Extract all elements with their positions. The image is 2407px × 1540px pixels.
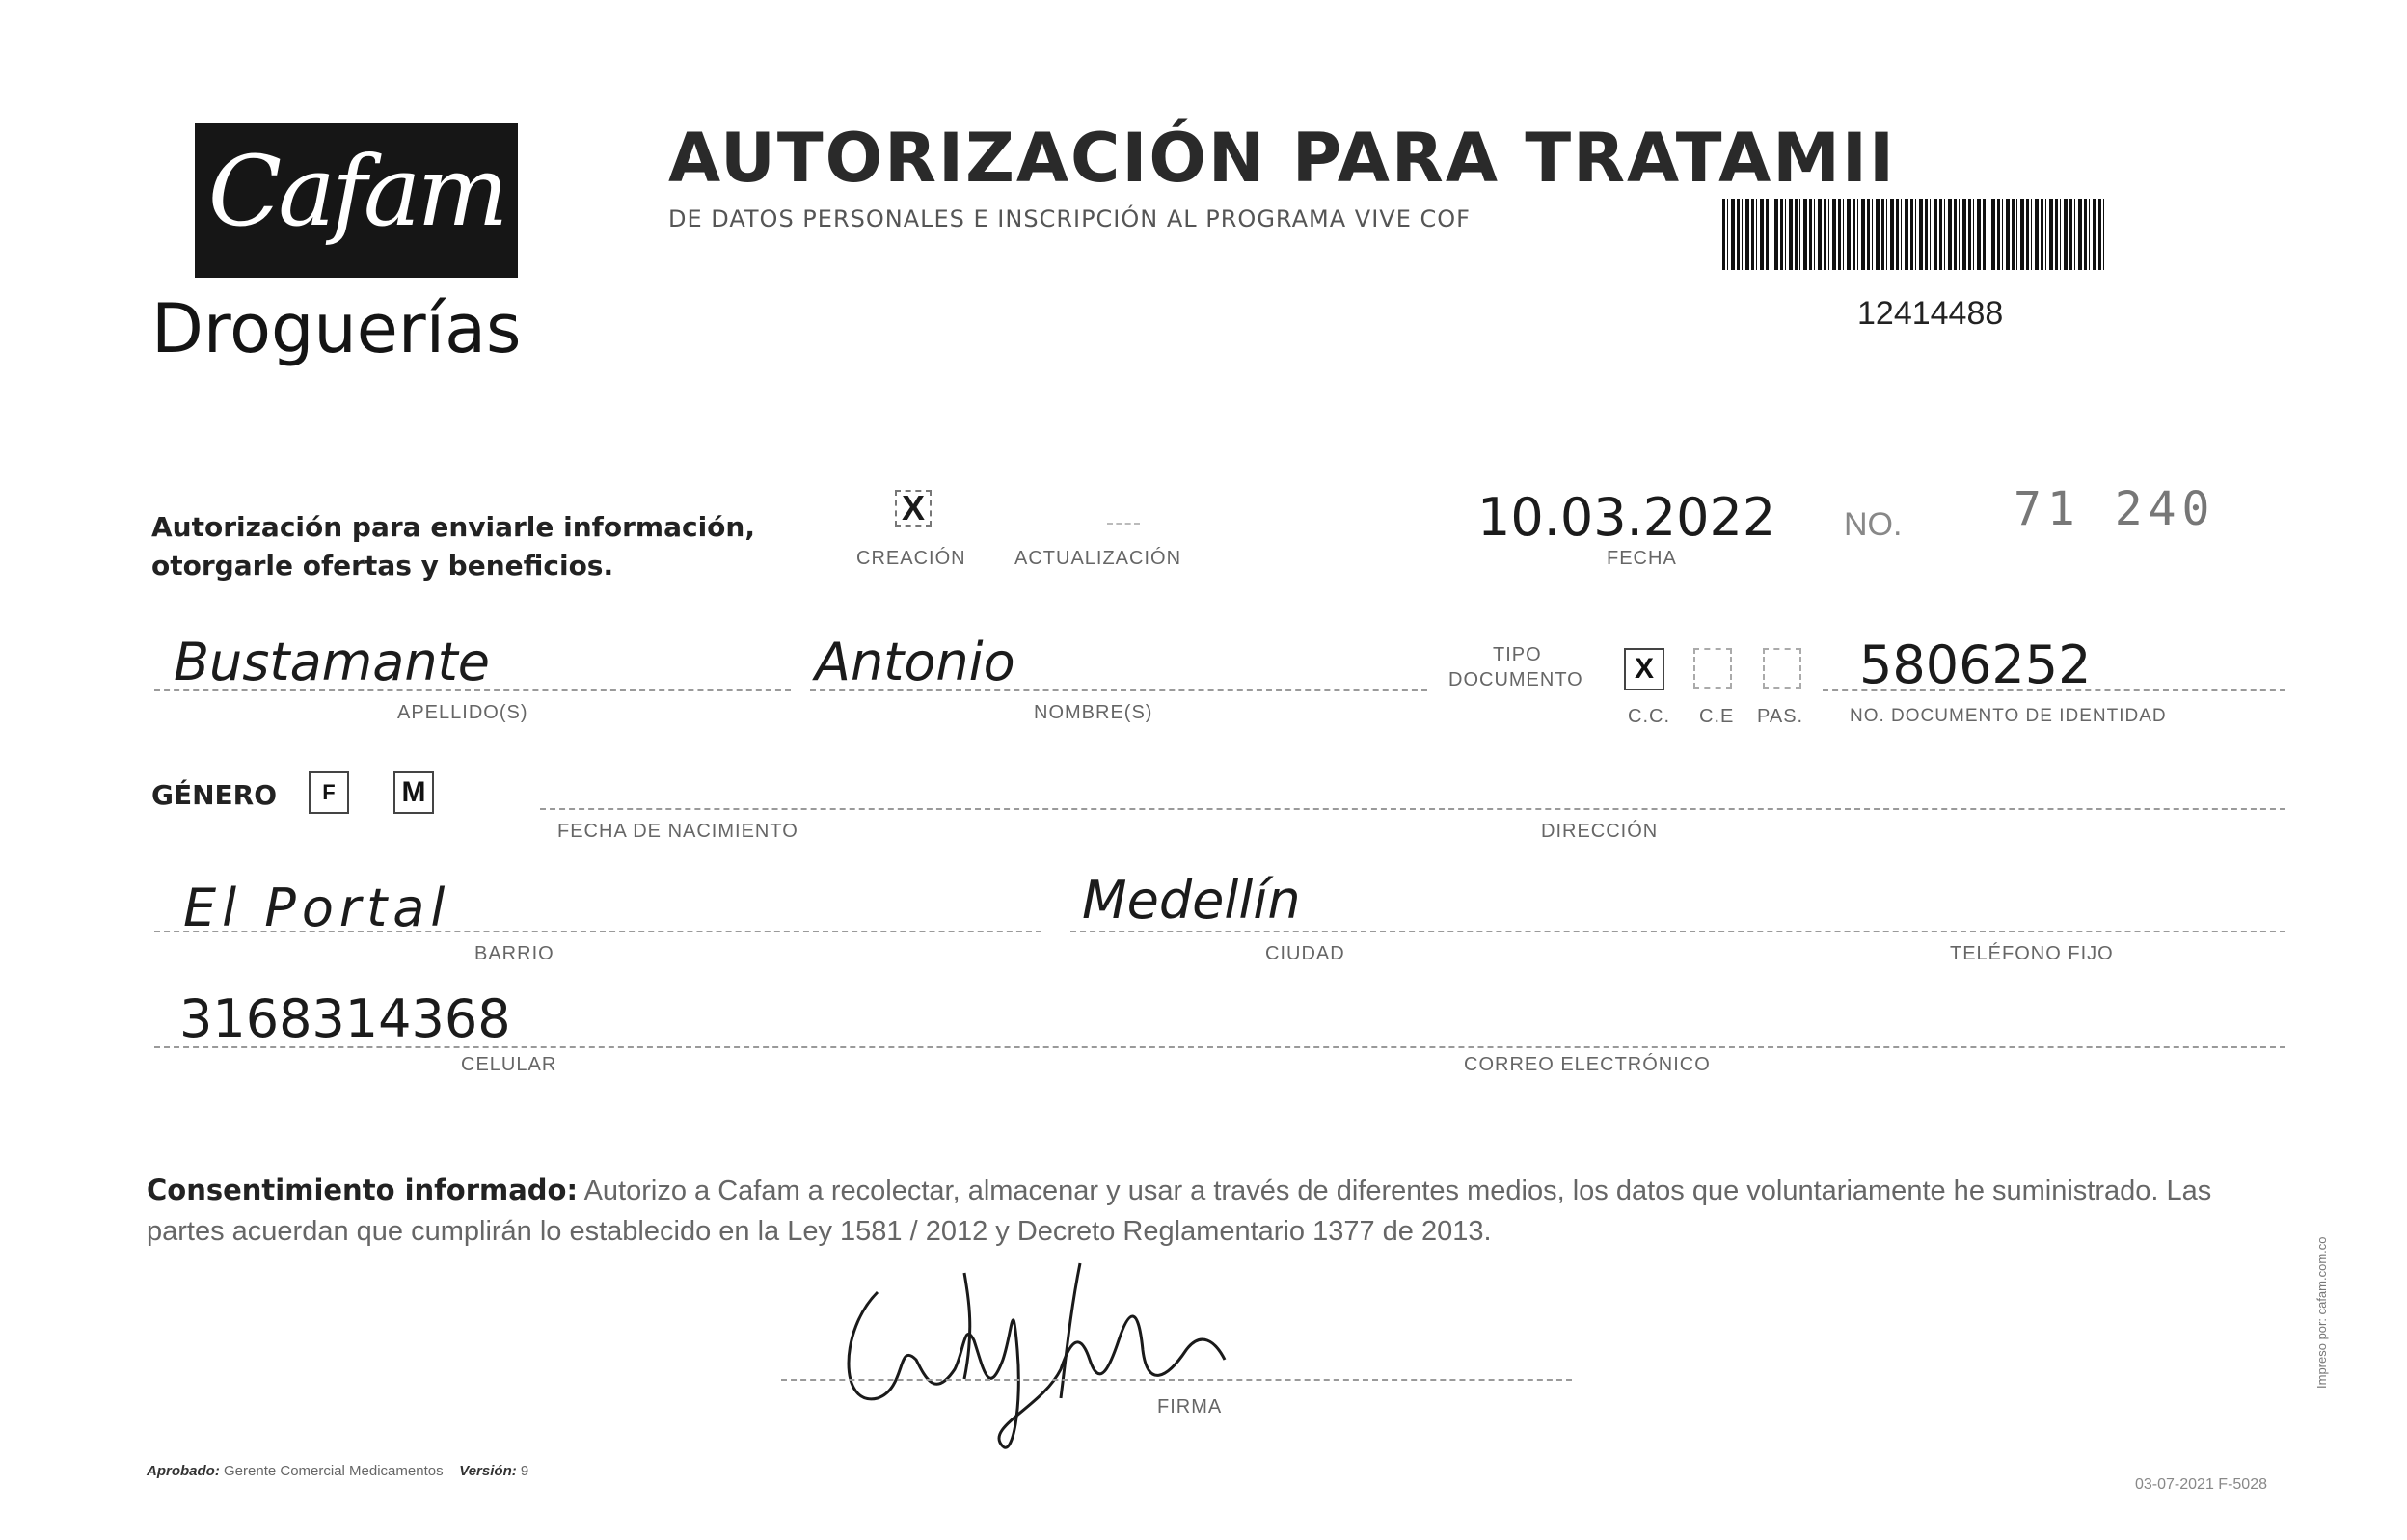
surname-label: APELLIDO(S): [397, 702, 528, 723]
barrio-label: BARRIO: [474, 943, 554, 964]
footer-approval: [147, 1463, 528, 1479]
name-line: [810, 689, 1427, 691]
approved-label: Aprobado:: [147, 1463, 220, 1479]
side-print-note: Impreso por: cafam.com.co: [2314, 1236, 2329, 1389]
consent-paragraph: [147, 1170, 2278, 1252]
doc-cc-label: C.C.: [1628, 706, 1670, 727]
version-label: Versión:: [459, 1463, 517, 1479]
footer-code: 03-07-2021 F-5028: [2135, 1476, 2267, 1493]
intro-text-line2: otorgarle ofertas y beneficios.: [151, 550, 614, 581]
doc-ce-label: C.E: [1699, 706, 1735, 727]
creation-label: CREACIÓN: [856, 548, 966, 569]
update-checkbox[interactable]: [1107, 490, 1140, 525]
gender-f-checkbox[interactable]: F: [309, 771, 349, 814]
doc-pas-checkbox[interactable]: [1763, 648, 1801, 689]
signature-label: FIRMA: [1157, 1396, 1223, 1418]
update-label: ACTUALIZACIÓN: [1014, 548, 1182, 569]
name-value[interactable]: Antonio: [815, 632, 1015, 692]
city-phone-line: [1070, 931, 2285, 932]
doc-type-label-2: DOCUMENTO: [1448, 669, 1583, 690]
form-title: AUTORIZACIÓN PARA TRATAMII: [668, 119, 1897, 198]
doc-pas-label: PAS.: [1757, 706, 1804, 727]
barrio-value[interactable]: El Portal: [183, 878, 451, 938]
surname-line: [154, 689, 791, 691]
version-value: 9: [520, 1463, 529, 1479]
form-number: 71 240: [2014, 482, 2216, 536]
cell-label: CELULAR: [461, 1054, 557, 1075]
birth-date-label: FECHA DE NACIMIENTO: [557, 821, 798, 842]
surname-value[interactable]: Bustamante: [174, 632, 490, 692]
consent-heading: Consentimiento informado:: [147, 1174, 579, 1206]
name-label: NOMBRE(S): [1034, 702, 1153, 723]
barcode-number: 12414488: [1857, 295, 2004, 332]
creation-checkbox[interactable]: X: [895, 490, 932, 527]
barcode: [1722, 199, 2104, 270]
doc-type-label-1: TIPO: [1493, 644, 1542, 665]
consent-body: Autorizo a Cafam a recolectar, almacenar y usar a través de diferentes medios, los datos que voluntariamente he suministrado. Las partes acuerdan que cumplirán lo establecido en la Ley 1581 / 2012 y Decreto Reglamentario 1377 de 2013.: [147, 1175, 2212, 1247]
doc-number-value[interactable]: 5806252: [1859, 635, 2092, 695]
doc-cc-checkbox[interactable]: X: [1624, 648, 1664, 690]
cell-value[interactable]: 3168314368: [179, 988, 511, 1049]
form-subtitle: DE DATOS PERSONALES E INSCRIPCIÓN AL PROGRAMA VIVE COF: [668, 205, 1471, 232]
number-label: NO.: [1844, 506, 1903, 543]
cafam-logo: [195, 123, 518, 278]
city-value[interactable]: Medellín: [1082, 870, 1301, 931]
city-label: CIUDAD: [1265, 943, 1345, 964]
email-label: CORREO ELECTRÓNICO: [1464, 1054, 1711, 1075]
signature-line: [781, 1379, 1572, 1381]
intro-text-line1: Autorización para enviarle información,: [151, 511, 755, 543]
doc-number-line: [1823, 689, 2285, 691]
barrio-line: [154, 931, 1041, 932]
doc-ce-checkbox[interactable]: [1693, 648, 1732, 689]
phone-label: TELÉFONO FIJO: [1950, 943, 2114, 964]
cell-email-line: [154, 1046, 2285, 1048]
approved-value: Gerente Comercial Medicamentos: [224, 1463, 444, 1479]
logo-wordmark: Cafam: [207, 135, 505, 248]
signature-drawing: [820, 1254, 1360, 1466]
doc-number-label: NO. DOCUMENTO DE IDENTIDAD: [1850, 706, 2167, 726]
gender-label: GÉNERO: [151, 779, 278, 811]
gender-m-checkbox[interactable]: M: [393, 771, 434, 814]
brand-subtitle: Droguerías: [151, 289, 522, 368]
date-value[interactable]: 10.03.2022: [1477, 487, 1776, 548]
address-label: DIRECCIÓN: [1541, 821, 1659, 842]
birth-address-line: [540, 808, 2285, 810]
date-label: FECHA: [1607, 548, 1677, 569]
